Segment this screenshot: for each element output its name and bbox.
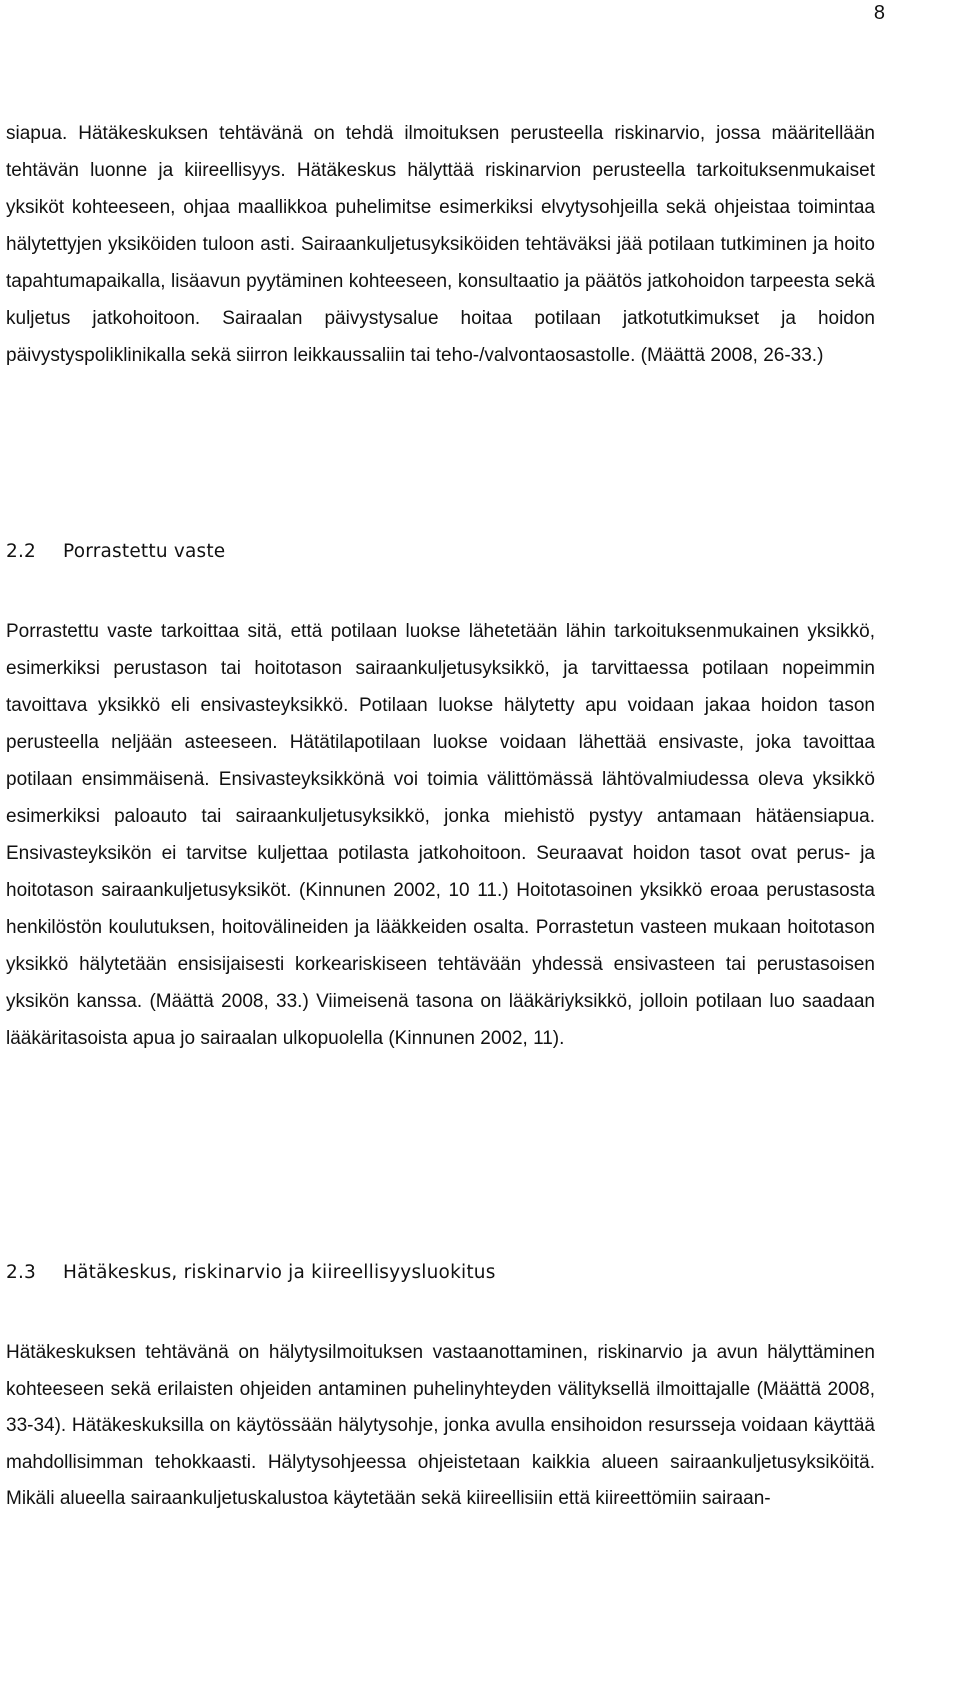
section-heading-2-3 [6, 1260, 496, 1286]
body-paragraph-hatakeskus: Hätäkeskuksen tehtävänä on hälytysilmoituksen vastaanottaminen, riskinarvio ja avun hälyttäminen kohteeseen sekä erilaisten ohjeiden antaminen puhelinyhteyden välityksellä ilmoittajalle (Määttä 2008, 33-34). Hätäkeskuksilla on käytössään hälytysohje, jonka avulla ensihoidon resursseja voidaan käyttää mahdollisimman tehokkaasti. Hälytysohjeessa ohjeistetaan kaikkia alueen sairaankuljetusyksiköitä. Mikäli alueella sairaankuljetuskalustoa käytetään sekä kiireellisiin että kiireettömiin sairaan- [6, 1342, 875, 1509]
body-paragraph-porrastettu-vaste: Porrastettu vaste tarkoittaa sitä, että potilaan luokse lähetetään lähin tarkoituksenmukainen yksikkö, esimerkiksi perustason tai hoitotason sairaankuljetusyksikkö, ja tarvittaessa potilaan nopeimmin tavoittava yksikkö eli ensivasteyksikkö. Potilaan luokse hälytetty apu voidaan jakaa hoidon tason perusteella neljään asteeseen. Hätätilapotilaan luokse voidaan lähettää ensivaste, joka tavoittaa potilaan ensimmäisenä. Ensivasteyksikkönä voi toimia välittömässä lähtövalmiudessa oleva yksikkö esimerkiksi paloauto tai sairaankuljetusyksikkö, jonka miehistö pystyy antamaan hätäensiapua. Ensivasteyksikön ei tarvitse kuljettaa potilasta jatkohoitoon. Seuraavat hoidon tasot ovat perus- ja hoitotason sairaankuljetusyksiköt. (Kinnunen 2002, 10 11.) Hoitotasoinen yksikkö eroaa perustasosta henkilöstön koulutuksen, hoitovälineiden ja lääkkeiden osalta. Porrastetun vasteen mukaan hoitotason yksikkö hälytetään ensisijaisesti korkeariskiseen tehtävään yhdessä ensivasteen tai perustasoisen yksikön kanssa. (Määttä 2008, 33.) Viimeisenä tasona on lääkäriyksikkö, jolloin potilaan luo saadaan lääkäritasoista apua jo sairaalan ulkopuolella (Kinnunen 2002, 11). [6, 621, 875, 1049]
section-heading-2-2 [6, 539, 225, 565]
section-number: 2.2 [6, 541, 37, 562]
body-paragraph-intro: siapua. Hätäkeskuksen tehtävänä on tehdä ilmoituksen perusteella riskinarvio, jossa määritellään tehtävän luonne ja kiireellisyys. Hätäkeskus hälyttää riskinarvion perusteella tarkoituksenmukaiset yksiköt kohteeseen, ohjaa maallikkoa puhelimitse esimerkiksi elvytysohjeilla sekä ohjeistaa toimintaa hälytettyjen yksiköiden tuloon asti. Sairaankuljetusyksiköiden tehtäväksi jää potilaan tutkiminen ja hoito tapahtumapaikalla, lisäavun pyytäminen kohteeseen, konsultaatio ja päätös jatkohoidon tarpeesta sekä kuljetus jatkohoitoon. Sairaalan päivystysalue hoitaa potilaan jatkotutkimukset ja hoidon päivystyspoliklinikalla sekä siirron leikkaussaliin tai teho-/valvontaosastolle. (Määttä 2008, 26-33.) [6, 123, 875, 366]
page-number: 8 [873, 2, 885, 24]
section-title: Porrastettu vaste [63, 541, 226, 562]
section-number: 2.3 [6, 1262, 37, 1283]
section-title: Hätäkeskus, riskinarvio ja kiireellisyysluokitus [63, 1262, 496, 1283]
